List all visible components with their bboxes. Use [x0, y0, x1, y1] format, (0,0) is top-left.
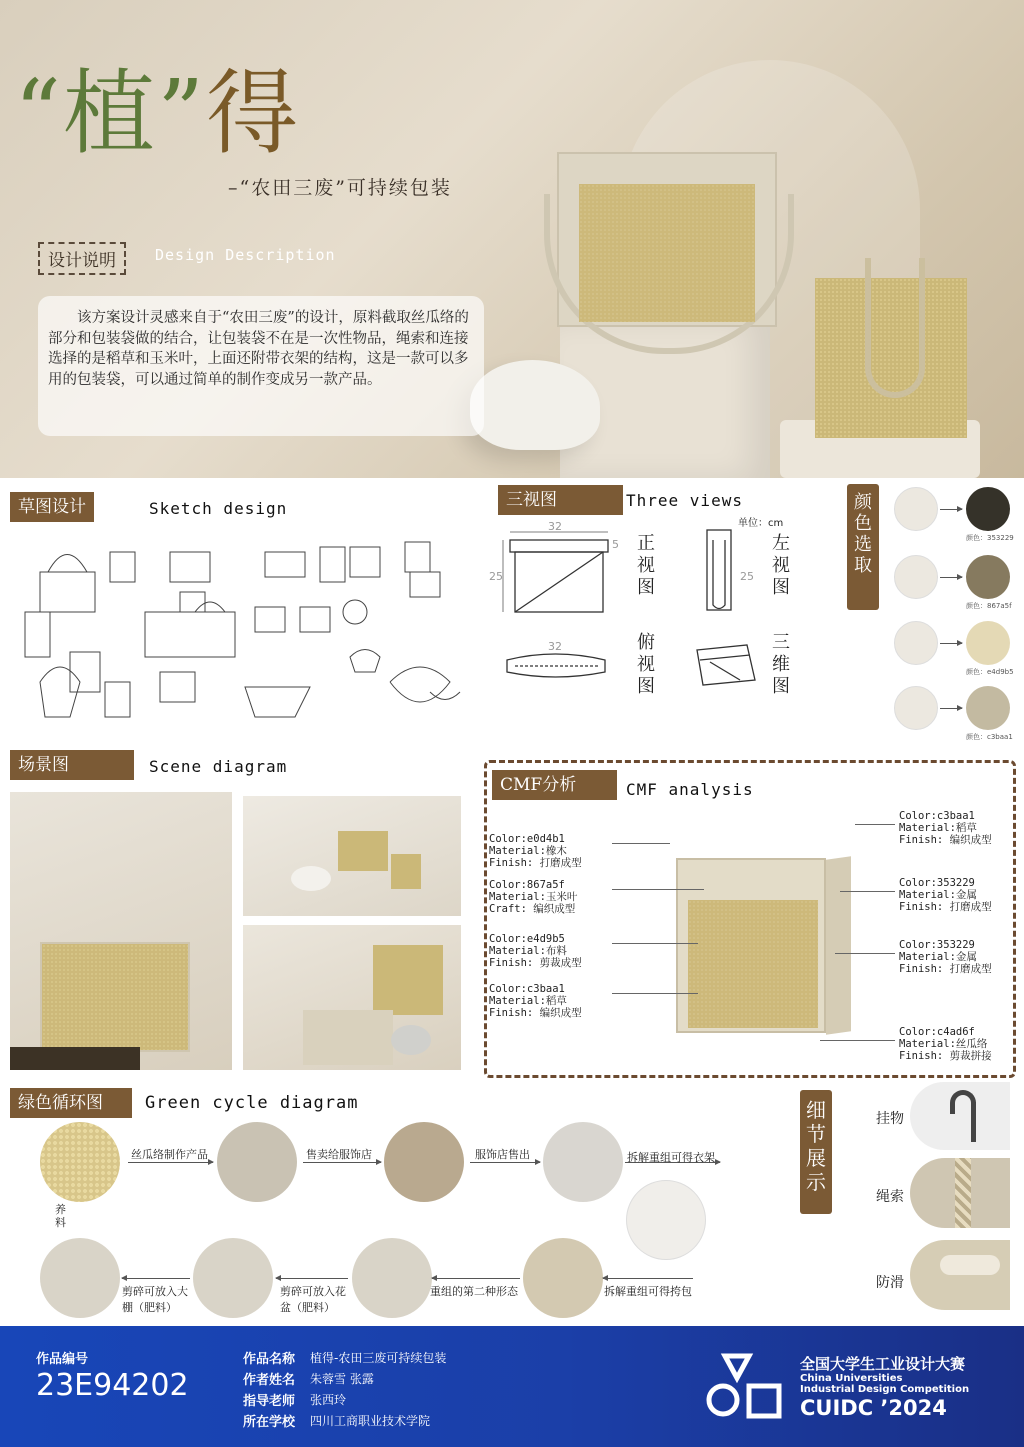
cycle-arrow — [470, 1162, 540, 1163]
cycle-arrow — [432, 1278, 520, 1279]
pouch-image-2 — [193, 1238, 273, 1318]
material-sample — [894, 621, 938, 665]
swatch-arrow — [940, 708, 962, 709]
page-subtitle: –“农田三废”可持续包装 — [228, 177, 452, 199]
leader-line — [612, 889, 704, 890]
swatch-arrow — [940, 509, 962, 510]
cycle-arrow — [603, 1278, 693, 1279]
leader-line — [840, 891, 895, 892]
color-swatch-label: 颜色：353229 — [966, 534, 1014, 542]
footer-info-key: 所在学校 — [243, 1415, 296, 1430]
sketch-drawings — [10, 532, 475, 732]
competition-name-en1: China Universities — [800, 1373, 903, 1384]
scene-section-tag: 场景图 — [10, 750, 134, 780]
detail-tag: 细节展示 — [800, 1090, 832, 1214]
detail-antislip-image — [910, 1240, 1010, 1310]
leader-line — [612, 993, 698, 994]
pouch-image-1 — [352, 1238, 432, 1318]
cycle-step-6: 重组的第二种形态 — [430, 1285, 518, 1298]
cycle-arrow — [128, 1162, 213, 1163]
cmf-left-label: Color:e4d9b5 Material:布料 Finish: 剪裁成型 — [489, 933, 582, 969]
iso-view-label: 三维图 — [772, 632, 790, 697]
cycle-step-8: 剪碎可放入大棚（肥料） — [122, 1285, 188, 1314]
cmf-right-label: Color:c3baa1 Material:稻草 Finish: 编织成型 — [899, 810, 992, 846]
color-swatch — [966, 621, 1010, 665]
detail-rope-image — [910, 1158, 1010, 1228]
footer-info-value: 张西玲 — [310, 1393, 347, 1407]
cmf-bag-image — [676, 858, 826, 1033]
sold-image — [543, 1122, 623, 1202]
cycle-section-tag: 绿色循环图 — [10, 1088, 132, 1118]
dim-width-front: 32 — [548, 520, 562, 533]
detail-label-antislip: 防滑 — [876, 1275, 904, 1291]
footer-info-value: 四川工商职业技术学院 — [310, 1414, 431, 1428]
cycle-step-4: 拆解重组可得衣架 — [627, 1151, 715, 1164]
scene-section-title: Scene diagram — [149, 757, 288, 776]
swatch-arrow — [940, 643, 962, 644]
leader-line — [835, 953, 895, 954]
cycle-step-7: 剪碎可放入花盆（肥料） — [280, 1285, 346, 1314]
cmf-bag-side — [826, 856, 851, 1035]
cycle-arrow — [122, 1278, 190, 1279]
scene-image-1 — [10, 792, 232, 1070]
footer — [0, 1326, 1024, 1447]
sketch-section-tag: 草图设计 — [10, 492, 94, 522]
unit-label: 单位：cm — [738, 518, 784, 529]
color-swatch-label: 颜色：c3baa1 — [966, 733, 1013, 741]
product-bag-image — [557, 152, 777, 327]
cycle-step-2: 售卖给服饰店 — [306, 1148, 372, 1161]
front-view-label: 正视图 — [637, 533, 655, 598]
design-description-label: 设计说明 — [38, 242, 126, 275]
scene-image-2 — [243, 796, 461, 916]
footer-info-key: 作者姓名 — [243, 1373, 296, 1388]
competition-name-en2: Industrial Design Competition — [800, 1384, 970, 1395]
cmf-left-label: Color:e0d4b1 Material:橡木 Finish: 打磨成型 — [489, 833, 582, 869]
cycle-arrow — [303, 1162, 381, 1163]
work-id-value: 23E94202 — [36, 1368, 189, 1403]
design-description-label-en: Design Description — [155, 246, 336, 264]
cmf-right-label: Color:353229 Material:金属 Finish: 打磨成型 — [899, 939, 992, 975]
footer-info-value: 朱蓉雪 张露 — [310, 1372, 374, 1386]
material-sample — [894, 555, 938, 599]
hero-banner — [0, 0, 1024, 478]
cmf-left-label: Color:c3baa1 Material:稻草 Finish: 编织成型 — [489, 983, 582, 1019]
swatch-arrow — [940, 577, 962, 578]
color-swatch — [966, 487, 1010, 531]
scene-image-3 — [243, 925, 461, 1070]
stone — [470, 360, 600, 450]
detail-label-rope: 绳索 — [876, 1189, 904, 1205]
tote-image — [523, 1238, 603, 1318]
three-views-title: Three views — [626, 491, 743, 510]
leader-line — [612, 943, 698, 944]
color-swatch-label: 颜色：e4d9b5 — [966, 668, 1014, 676]
dim-height-left: 25 — [740, 570, 754, 583]
sketch-section-title: Sketch design — [149, 499, 288, 518]
top-view-label: 俯视图 — [637, 632, 655, 697]
cmf-title: CMF analysis — [626, 780, 754, 799]
competition-code: CUIDC ’2024 — [800, 1396, 947, 1420]
footer-info-key: 指导老师 — [243, 1394, 296, 1409]
cycle-step-1: 丝瓜络制作产品 — [131, 1148, 208, 1161]
hanger-image — [626, 1180, 706, 1260]
color-swatch-label: 颜色：867a5f — [966, 602, 1012, 610]
competition-name-cn: 全国大学生工业设计大赛 — [800, 1355, 966, 1373]
material-sample — [894, 487, 938, 531]
luffa-image — [40, 1122, 120, 1202]
cycle-step-9: 养料 — [55, 1203, 66, 1229]
work-id-label: 作品编号 — [36, 1352, 89, 1367]
store-image — [384, 1122, 464, 1202]
cycle-section-title: Green cycle diagram — [145, 1093, 359, 1113]
color-swatch — [966, 555, 1010, 599]
product-image — [217, 1122, 297, 1202]
cmf-right-label: Color:353229 Material:金属 Finish: 打磨成型 — [899, 877, 992, 913]
competition-logo-icon — [705, 1352, 785, 1420]
cycle-arrow — [276, 1278, 348, 1279]
footer-info-value: 植得-农田三废可持续包装 — [310, 1351, 447, 1365]
leader-line — [820, 1040, 895, 1041]
left-view-label: 左视图 — [772, 533, 790, 598]
tote-bag-image — [815, 278, 967, 438]
three-views-tag: 三视图 — [498, 485, 623, 515]
detail-label-hook: 挂物 — [876, 1111, 904, 1127]
design-description-text: 该方案设计灵感来自于“农田三废”的设计，原料截取丝瓜络的部分和包装袋做的结合，让包装袋不在是一次性物品，绳索和连接选择的是稻草和玉米叶，上面还附带衣架的结构，这是一款可以多用的包装袋，可以通过简单的制作变成另一款产品。 — [38, 296, 484, 436]
detail-hook-image — [910, 1082, 1010, 1150]
cmf-right-label: Color:c4ad6f Material:丝瓜络 Finish: 剪裁拼接 — [899, 1026, 992, 1062]
cycle-step-3: 服饰店售出 — [475, 1148, 530, 1161]
cycle-step-5: 拆解重组可得挎包 — [604, 1285, 692, 1298]
material-sample — [894, 686, 938, 730]
footer-info-key: 作品名称 — [243, 1352, 296, 1367]
page-title: “植”得 — [14, 60, 301, 167]
cmf-left-label: Color:867a5f Material:玉米叶 Craft: 编织成型 — [489, 879, 578, 915]
leader-line — [855, 824, 895, 825]
color-swatch — [966, 686, 1010, 730]
pouch-image-3 — [40, 1238, 120, 1318]
dim-depth-front: 5 — [612, 538, 619, 551]
leader-line — [612, 843, 670, 844]
color-pick-tag: 颜色选取 — [847, 484, 879, 610]
cmf-tag: CMF分析 — [492, 770, 617, 800]
dim-width-top: 32 — [548, 640, 562, 653]
dim-height-front: 25 — [489, 570, 503, 583]
